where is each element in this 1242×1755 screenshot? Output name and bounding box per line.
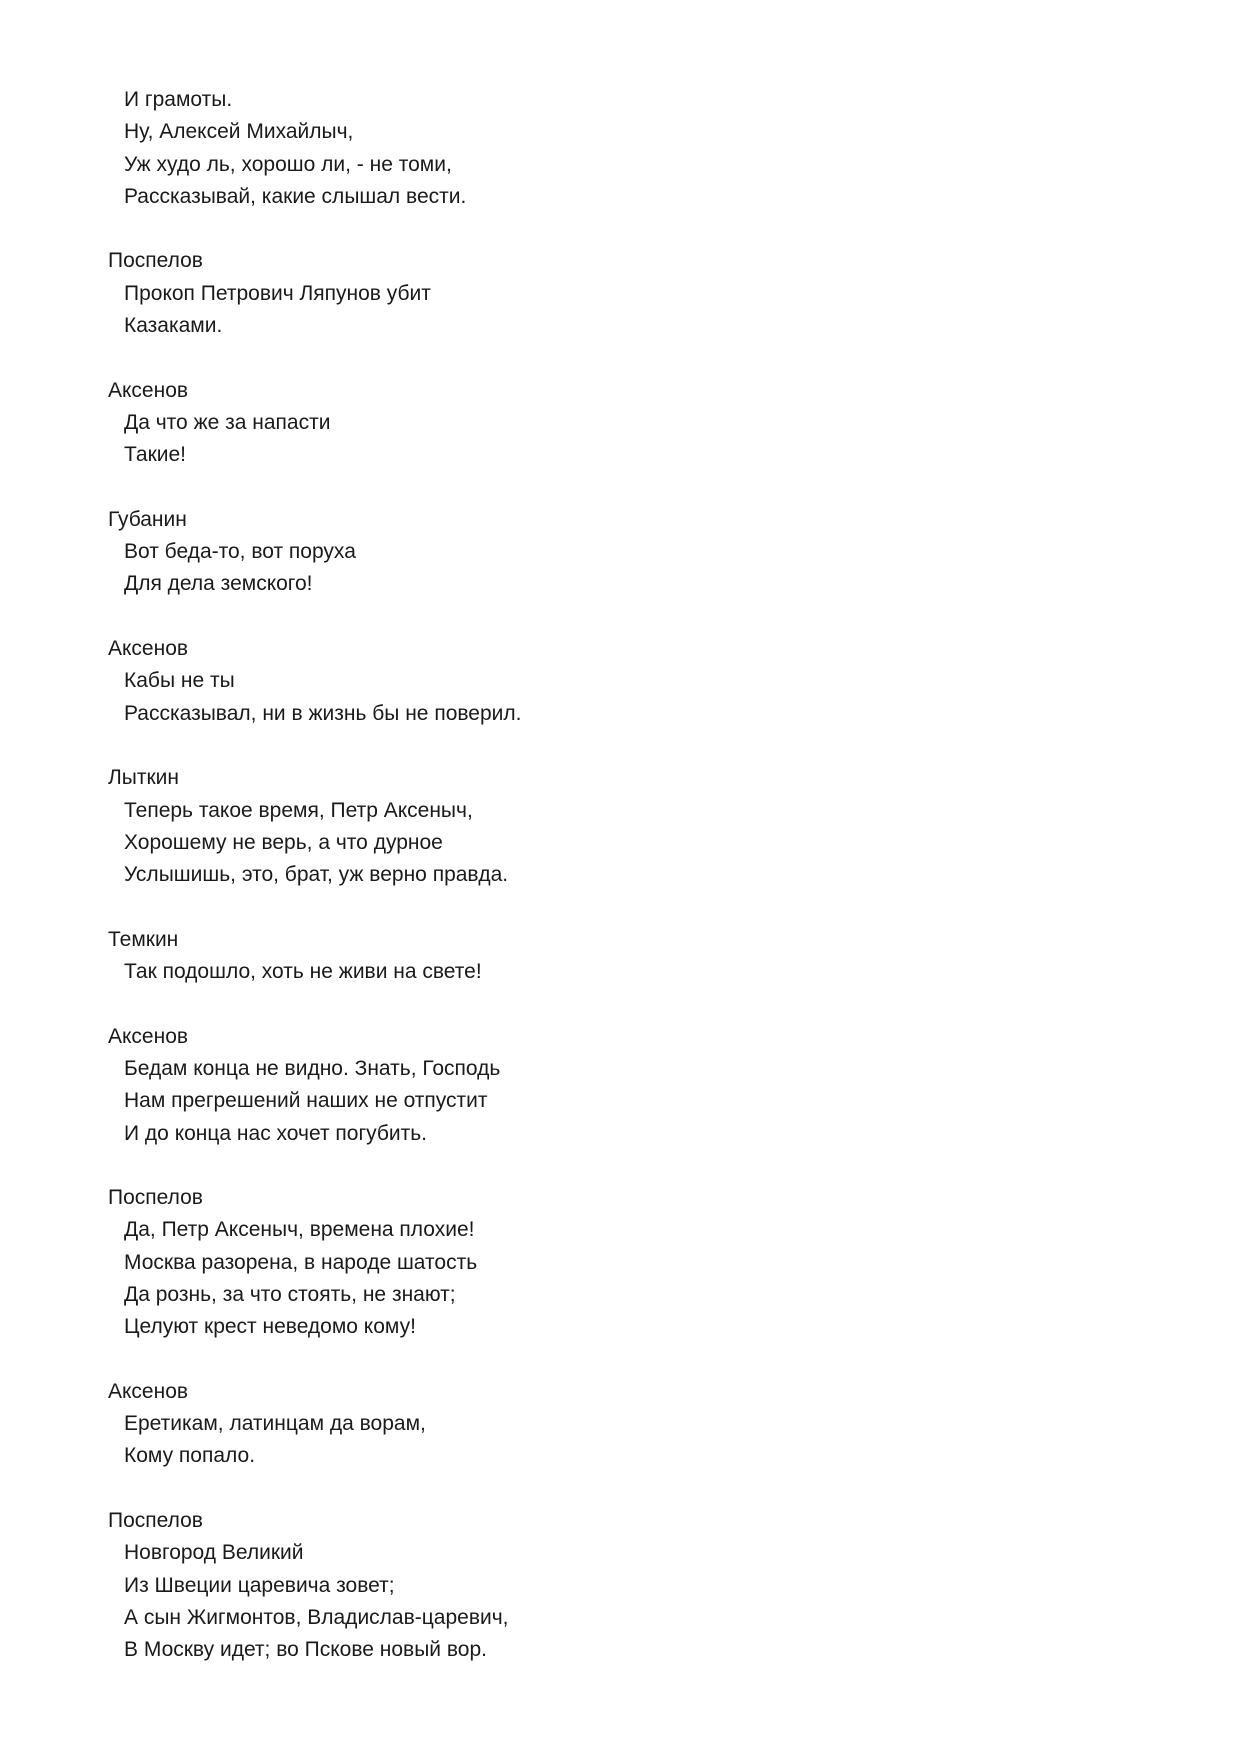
verse-line: Ну, Алексей Михайлыч, [124,120,354,144]
speaker-name: Аксенов [108,1024,189,1048]
verse-line: Казаками. [124,314,223,338]
play-text [108,84,1108,1667]
verse-line: Еретикам, латинцам да ворам, [124,1412,426,1436]
dialogue-block [108,1021,1108,1150]
opening-block [108,84,1108,213]
verse-line: В Москву идет; во Пскове новый вор. [124,1638,487,1662]
verse-line: Хорошему не верь, а что дурное [124,830,443,854]
verse-line: А сын Жигмонтов, Владислав-царевич, [124,1605,509,1629]
verse-line: Нам прегрешений наших не отпустит [124,1089,488,1113]
dialogue-block [108,1376,1108,1473]
verse-line: Для дела земского! [124,572,313,596]
verse-line: Рассказывал, ни в жизнь бы не поверил. [124,701,522,725]
verse-line: Из Швеции царевича зовет; [124,1573,395,1597]
speaker-name: Аксенов [108,637,189,661]
speaker-name: Аксенов [108,378,189,402]
speaker-name: Лыткин [108,766,180,790]
speaker-name: Темкин [108,927,179,951]
verse-line: Вот беда-то, вот поруха [124,540,356,564]
dialogue-block [108,375,1108,472]
verse-line: Бедам конца не видно. Знать, Господь [124,1056,501,1080]
dialogue-block [108,1182,1108,1343]
speaker-name: Поспелов [108,249,203,273]
verse-line: Уж худо ль, хорошо ли, - не томи, [124,152,452,176]
dialogue-block [108,924,1108,989]
dialogue-block [108,762,1108,891]
verse-line: Да, Петр Аксеныч, времена плохие! [124,1218,475,1242]
verse-line: Да рознь, за что стоять, не знают; [124,1282,456,1306]
speaker-name: Поспелов [108,1186,203,1210]
verse-line: Теперь такое время, Петр Аксеныч, [124,798,473,822]
verse-line: Услышишь, это, брат, уж верно правда. [124,863,509,887]
dialogue-block [108,1505,1108,1666]
verse-line: Кабы не ты [124,669,235,693]
verse-line: Да что же за напасти [124,410,331,434]
verse-line: Москва разорена, в народе шатость [124,1250,478,1274]
verse-line: Такие! [124,443,186,467]
speaker-name: Поспелов [108,1509,203,1533]
verse-line: Прокоп Петрович Ляпунов убит [124,281,431,305]
verse-line: Целуют крест неведомо кому! [124,1315,416,1339]
verse-line: И до конца нас хочет погубить. [124,1121,428,1145]
speaker-name: Аксенов [108,1379,189,1403]
dialogue-block [108,633,1108,730]
dialogue-block [108,504,1108,601]
verse-line: Новгород Великий [124,1541,304,1565]
verse-line: Рассказывай, какие слышал вести. [124,184,467,208]
verse-line: И грамоты. [124,88,233,111]
dialogue-block [108,245,1108,342]
speaker-name: Губанин [108,507,187,531]
verse-line: Так подошло, хоть не живи на свете! [124,960,482,984]
verse-line: Кому попало. [124,1444,256,1468]
